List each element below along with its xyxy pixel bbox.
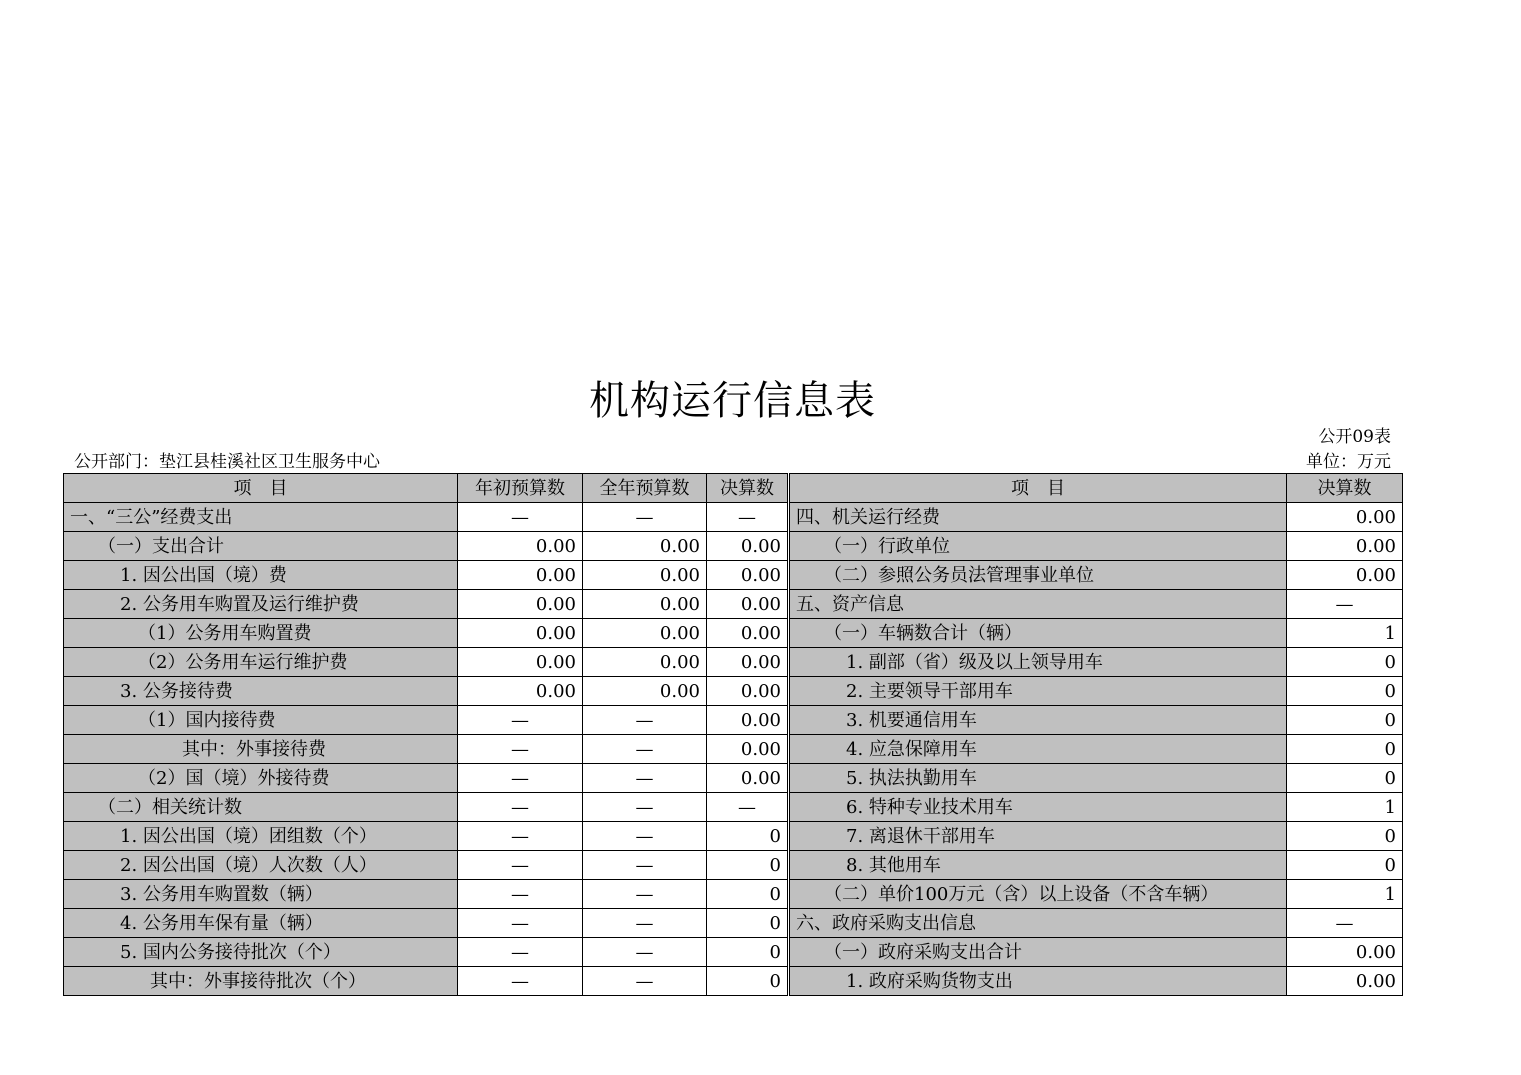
left-item: （1）国内接待费	[64, 706, 458, 735]
final-right-cell: 0.00	[1287, 503, 1403, 532]
right-item: 6. 特种专业技术用车	[789, 793, 1287, 822]
final-right-cell: 0	[1287, 706, 1403, 735]
header-final-right: 决算数	[1287, 474, 1403, 503]
table-row	[64, 677, 1403, 706]
budget-full-cell: —	[583, 822, 707, 851]
budget-full-cell: 0.00	[583, 590, 707, 619]
budget-initial-cell: —	[458, 938, 583, 967]
table-row	[64, 735, 1403, 764]
final-left-cell: 0.00	[707, 532, 789, 561]
budget-initial-cell: —	[458, 793, 583, 822]
budget-initial-cell: —	[458, 851, 583, 880]
final-left-cell: 0.00	[707, 561, 789, 590]
left-item: （一）支出合计	[64, 532, 458, 561]
budget-full-cell: —	[583, 503, 707, 532]
left-item: 其中：外事接待批次（个）	[64, 967, 458, 996]
final-left-cell: 0.00	[707, 619, 789, 648]
final-left-cell: 0	[707, 851, 789, 880]
final-left-cell: 0	[707, 909, 789, 938]
table-row	[64, 909, 1403, 938]
final-right-cell: 0.00	[1287, 938, 1403, 967]
budget-full-cell: —	[583, 967, 707, 996]
left-item: 3. 公务用车购置数（辆）	[64, 880, 458, 909]
unit-label: 单位：万元	[1306, 452, 1391, 472]
right-item: 五、资产信息	[789, 590, 1287, 619]
final-right-cell: 0.00	[1287, 561, 1403, 590]
table-row	[64, 648, 1403, 677]
right-item: （二）单价100万元（含）以上设备（不含车辆）	[789, 880, 1287, 909]
left-item: 其中：外事接待费	[64, 735, 458, 764]
table-row	[64, 764, 1403, 793]
final-right-cell: 0	[1287, 851, 1403, 880]
table-row	[64, 880, 1403, 909]
final-right-cell: 0	[1287, 735, 1403, 764]
budget-full-cell: —	[583, 764, 707, 793]
budget-full-cell: 0.00	[583, 677, 707, 706]
table-row	[64, 822, 1403, 851]
budget-initial-cell: —	[458, 764, 583, 793]
budget-initial-cell: 0.00	[458, 561, 583, 590]
table-row	[64, 851, 1403, 880]
form-number: 公开09表	[1318, 427, 1391, 447]
budget-initial-cell: —	[458, 880, 583, 909]
final-left-cell: 0.00	[707, 764, 789, 793]
final-left-cell: 0	[707, 967, 789, 996]
budget-initial-cell: —	[458, 967, 583, 996]
department-label: 公开部门：垫江县桂溪社区卫生服务中心	[74, 452, 380, 472]
budget-initial-cell: 0.00	[458, 677, 583, 706]
final-left-cell: 0.00	[707, 735, 789, 764]
budget-initial-cell: —	[458, 735, 583, 764]
final-right-cell: 0	[1287, 822, 1403, 851]
budget-initial-cell: —	[458, 909, 583, 938]
header-budget-initial: 年初预算数	[458, 474, 583, 503]
table-row	[64, 706, 1403, 735]
final-right-cell: 1	[1287, 880, 1403, 909]
final-left-cell: 0.00	[707, 706, 789, 735]
final-left-cell: 0.00	[707, 648, 789, 677]
header-row	[64, 474, 1403, 503]
budget-full-cell: —	[583, 938, 707, 967]
table-row	[64, 938, 1403, 967]
right-item: 四、机关运行经费	[789, 503, 1287, 532]
final-left-cell: 0.00	[707, 677, 789, 706]
left-item: （2）公务用车运行维护费	[64, 648, 458, 677]
final-right-cell: 1	[1287, 793, 1403, 822]
right-item: 1. 副部（省）级及以上领导用车	[789, 648, 1287, 677]
final-left-cell: —	[707, 793, 789, 822]
right-item: （一）政府采购支出合计	[789, 938, 1287, 967]
budget-initial-cell: —	[458, 822, 583, 851]
left-item: 2. 公务用车购置及运行维护费	[64, 590, 458, 619]
info-table	[63, 473, 1403, 996]
left-item: （2）国（境）外接待费	[64, 764, 458, 793]
table-row	[64, 590, 1403, 619]
budget-initial-cell: —	[458, 706, 583, 735]
right-item: （二）参照公务员法管理事业单位	[789, 561, 1287, 590]
budget-initial-cell: 0.00	[458, 648, 583, 677]
final-left-cell: 0	[707, 822, 789, 851]
budget-initial-cell: 0.00	[458, 619, 583, 648]
left-item: 一、“三公”经费支出	[64, 503, 458, 532]
budget-full-cell: 0.00	[583, 619, 707, 648]
table-row	[64, 793, 1403, 822]
right-item: 5. 执法执勤用车	[789, 764, 1287, 793]
final-right-cell: 0	[1287, 677, 1403, 706]
budget-full-cell: —	[583, 735, 707, 764]
header-final-left: 决算数	[707, 474, 789, 503]
final-right-cell: —	[1287, 590, 1403, 619]
right-item: 1. 政府采购货物支出	[789, 967, 1287, 996]
right-item: 8. 其他用车	[789, 851, 1287, 880]
final-right-cell: —	[1287, 909, 1403, 938]
budget-full-cell: —	[583, 851, 707, 880]
right-item: 3. 机要通信用车	[789, 706, 1287, 735]
budget-full-cell: 0.00	[583, 648, 707, 677]
final-right-cell: 0.00	[1287, 532, 1403, 561]
final-left-cell: 0	[707, 938, 789, 967]
table-row	[64, 503, 1403, 532]
right-item: （一）行政单位	[789, 532, 1287, 561]
header-item-left: 项 目	[64, 474, 458, 503]
right-item: 7. 离退休干部用车	[789, 822, 1287, 851]
right-item: 2. 主要领导干部用车	[789, 677, 1287, 706]
budget-full-cell: —	[583, 909, 707, 938]
left-item: （1）公务用车购置费	[64, 619, 458, 648]
left-item: （二）相关统计数	[64, 793, 458, 822]
table-row	[64, 532, 1403, 561]
final-right-cell: 0.00	[1287, 967, 1403, 996]
final-right-cell: 1	[1287, 619, 1403, 648]
page-title: 机构运行信息表	[589, 378, 876, 424]
left-item: 3. 公务接待费	[64, 677, 458, 706]
final-left-cell: —	[707, 503, 789, 532]
table-row	[64, 619, 1403, 648]
budget-full-cell: 0.00	[583, 532, 707, 561]
budget-initial-cell: —	[458, 503, 583, 532]
budget-full-cell: —	[583, 880, 707, 909]
left-item: 5. 国内公务接待批次（个）	[64, 938, 458, 967]
final-right-cell: 0	[1287, 648, 1403, 677]
header-item-right: 项 目	[789, 474, 1287, 503]
header-budget-full: 全年预算数	[583, 474, 707, 503]
right-item: 六、政府采购支出信息	[789, 909, 1287, 938]
budget-full-cell: —	[583, 706, 707, 735]
budget-initial-cell: 0.00	[458, 590, 583, 619]
left-item: 1. 因公出国（境）费	[64, 561, 458, 590]
budget-initial-cell: 0.00	[458, 532, 583, 561]
table-row	[64, 967, 1403, 996]
final-left-cell: 0.00	[707, 590, 789, 619]
right-item: （一）车辆数合计（辆）	[789, 619, 1287, 648]
table-row	[64, 561, 1403, 590]
final-left-cell: 0	[707, 880, 789, 909]
budget-full-cell: 0.00	[583, 561, 707, 590]
left-item: 4. 公务用车保有量（辆）	[64, 909, 458, 938]
right-item: 4. 应急保障用车	[789, 735, 1287, 764]
budget-full-cell: —	[583, 793, 707, 822]
left-item: 1. 因公出国（境）团组数（个）	[64, 822, 458, 851]
final-right-cell: 0	[1287, 764, 1403, 793]
left-item: 2. 因公出国（境）人次数（人）	[64, 851, 458, 880]
